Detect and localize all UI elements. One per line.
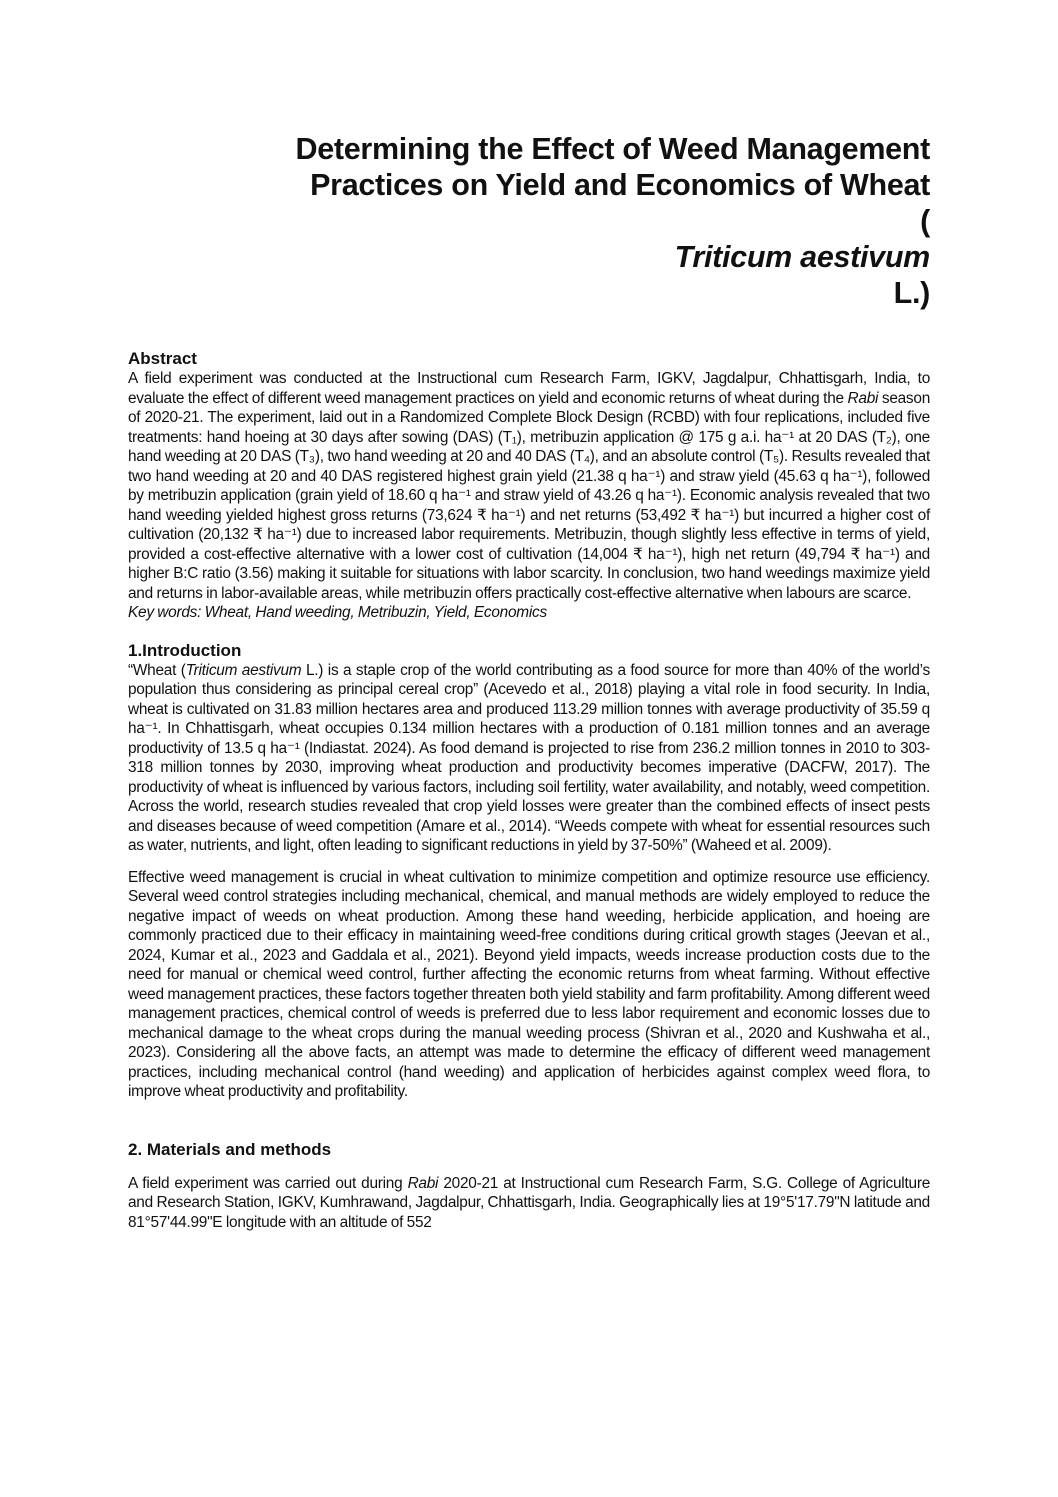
introduction-paragraph-2	[128, 868, 930, 1102]
title-line-2: Practices on Yield and Economics of Wheat	[310, 168, 930, 202]
text-segment: Effective weed management is crucial in wheat cultivation to minimize competition and optimize resource use efficiency. Several weed control strategies including mechanical, chemical, and manual methods are widely employed to reduce the negative impact of weeds on wheat production. Among these hand weeding, herbicide application, and hoeing are commonly practiced due to their efficacy in maintaining weed-free conditions during critical growth stages (Jeevan et al., 2024, Kumar et al., 2023 and Gaddala et al., 2021). Beyond yield impacts, weeds increase production costs due to the need for manual or chemical weed control, further affecting the economic returns from wheat farming. Without effective weed management practices, these factors together threaten both yield stability and farm profitability. Among different weed management practices, chemical control of weeds is preferred due to less labor requirement and economic losses due to mechanical damage to the wheat crops during the manual weeding process (Shivran et al., 2020 and Kushwaha et al., 2023). Considering all the above facts, an attempt was made to determine the efficacy of different weed management practices, including mechanical control (hand weeding) and application of herbicides against complex weed flora, to improve wheat productivity and profitability.	[128, 868, 930, 1100]
italic-text: Rabi	[407, 1174, 439, 1192]
introduction-paragraph-1	[128, 661, 930, 856]
text-segment: 2020-21 at Instructional cum Research Farm, S.G. College of Agriculture and Research Station, IGKV, Kumhrawand, Jagdalpur, Chhattisgarh, India. Geographically lies at 19°5'17.79"N latitude and 81°57'44.99"E longitude with an altitude of 552	[128, 1174, 930, 1231]
title-line-3	[128, 203, 930, 311]
text-segment: L.) is a staple crop of the world contributing as a food source for more than 40% of the world’s population thus considering as principal cereal crop” (Acevedo et al., 2018) playing a vital role in food security. In India, wheat is cultivated on 31.83 million hectares area and produced 113.29 million tonnes with average productivity of 35.59 q ha⁻¹. In Chhattisgarh, wheat occupies 0.134 million hectares with a production of 0.181 million tonnes and an average productivity of 13.5 q ha⁻¹ (Indiastat. 2024). As food demand is projected to rise from 236.2 million tonnes in 2010 to 303-318 million tonnes by 2030, improving wheat production and productivity becomes imperative (DACFW, 2017). The productivity of wheat is influenced by various factors, including soil fertility, water availability, and notably, weed competition. Across the world, research studies revealed that crop yield losses were greater than the combined effects of insect pests and diseases because of weed competition (Amare et al., 2014). “Weeds compete with wheat for essential resources such as water, nutrients, and light, often leading to significant reductions in yield by 37-50%” (Waheed et al. 2009).	[128, 661, 930, 854]
text-segment: L.)	[893, 276, 930, 310]
paper-title	[128, 131, 930, 311]
methods-heading: 2. Materials and methods	[128, 1139, 332, 1159]
text-segment: season of 2020-21. The experiment, laid out in a Randomized Complete Block Design (RCBD) with four replications, included five treatments: hand hoeing at 30 days after sowing (DAS) (T₁), metribuzin application @ 175 g a.i. ha⁻¹ at 20 DAS (T₂), one hand weeding at 20 DAS (T₃), two hand weeding at 20 and 40 DAS (T₄), and an absolute control (T₅). Results revealed that two hand weeding at 20 and 40 DAS registered highest grain yield (21.38 q ha⁻¹) and straw yield (45.63 q ha⁻¹), followed by metribuzin application (grain yield of 18.60 q ha⁻¹ and straw yield of 43.26 q ha⁻¹). Economic analysis revealed that two hand weeding yielded highest gross returns (73,624 ₹ ha⁻¹) and net returns (53,492 ₹ ha⁻¹) but incurred a higher cost of cultivation (20,132 ₹ ha⁻¹) due to increased labor requirements. Metribuzin, though slightly less effective in terms of yield, provided a cost-effective alternative with a lower cost of cultivation (14,004 ₹ ha⁻¹), high net return (49,794 ₹ ha⁻¹) and higher B:C ratio (3.56) making it suitable for situations with labor scarcity. In conclusion, two hand weedings maximize yield and returns in labor-available areas, while metribuzin offers practically cost-effective alternative when labours are scarce.	[128, 389, 930, 602]
abstract-body	[128, 369, 930, 603]
abstract-heading: Abstract	[128, 349, 197, 368]
methods-section	[128, 1140, 930, 1233]
keywords: Key words: Wheat, Hand weeding, Metribuzin, Yield, Economics	[128, 604, 547, 621]
italic-text: Triticum aestivum	[185, 661, 302, 679]
text-segment: A field experiment was carried out during	[128, 1174, 408, 1192]
title-line-1: Determining the Effect of Weed Management	[295, 132, 930, 166]
text-segment: (	[920, 204, 930, 238]
introduction-section	[128, 641, 930, 1102]
italic-text: Triticum aestivum	[674, 240, 930, 274]
abstract-section	[128, 349, 930, 623]
methods-paragraph-1	[128, 1174, 930, 1233]
introduction-heading: 1.Introduction	[128, 640, 242, 660]
text-segment: “Wheat (	[128, 661, 186, 679]
italic-text: Rabi	[847, 389, 879, 407]
text-segment: A field experiment was conducted at the Instructional cum Research Farm, IGKV, Jagdalpur, Chhattisgarh, India, to evaluate the effect of different weed management practices on yield and economic returns of wheat during the	[128, 370, 930, 407]
